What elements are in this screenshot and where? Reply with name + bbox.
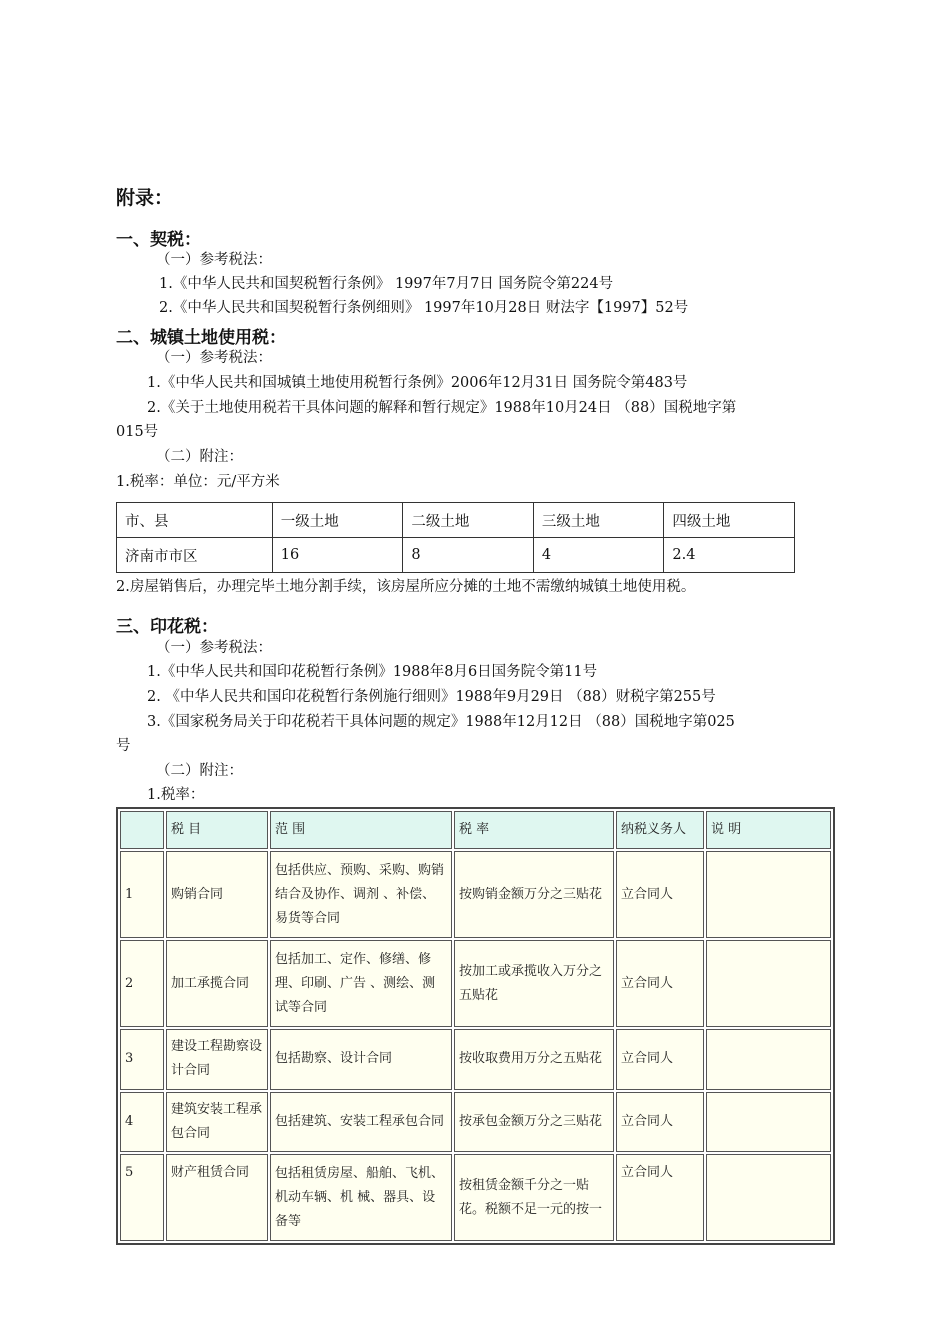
- text-line: （二）附注：: [156, 763, 243, 779]
- table-row: [117, 538, 795, 573]
- section-heading-deed-tax: 一、契税：: [116, 230, 201, 250]
- text-line: （一）参考税法：: [156, 640, 272, 656]
- table-cell: [706, 851, 831, 938]
- table-row: [120, 851, 831, 938]
- table-cell: 范 围: [270, 811, 452, 849]
- table-cell: 包括供应、预购、采购、购销结合及协作、调剂 、补偿、易货等合同: [270, 851, 452, 938]
- text-line: 2.《中华人民共和国契税暂行条例细则》 1997年10月28日 财法字【1997】52号: [159, 300, 689, 316]
- table-cell: 加工承揽合同: [166, 940, 268, 1027]
- text-line: 2.《关于土地使用税若干具体问题的解释和暂行规定》1988年10月24日 （88）国税地字第: [147, 400, 737, 416]
- text-line: 1.《中华人民共和国印花税暂行条例》1988年8月6日国务院令第11号: [147, 664, 598, 680]
- table-cell: [706, 1154, 831, 1241]
- page-title: 附录：: [116, 187, 174, 209]
- text-line: 号: [116, 738, 131, 754]
- table-cell: 济南市市区: [117, 538, 273, 573]
- stamp-tax-table-frame: [116, 807, 835, 1245]
- table-cell: 按收取费用万分之五贴花: [454, 1029, 614, 1090]
- text-line: 1.税率：单位：元/平方米: [116, 474, 280, 490]
- text-line: （一）参考税法：: [156, 252, 272, 268]
- text-line: （二）附注：: [156, 449, 243, 465]
- table-cell: [706, 1029, 831, 1090]
- text-line: 1.《中华人民共和国契税暂行条例》 1997年7月7日 国务院令第224号: [159, 276, 614, 292]
- section-heading-stamp-tax: 三、印花税：: [116, 617, 218, 637]
- table-header-row: [117, 503, 795, 538]
- text-line: （一）参考税法：: [156, 350, 272, 366]
- table-cell: 2: [120, 940, 164, 1027]
- table-cell: 一级土地: [272, 503, 403, 538]
- text-line: 2.房屋销售后，办理完毕土地分割手续，该房屋所应分摊的土地不需缴纳城镇土地使用税。: [116, 579, 696, 595]
- table-cell: 16: [272, 538, 403, 573]
- table-cell: [120, 811, 164, 849]
- table-cell: 税 目: [166, 811, 268, 849]
- table-cell: 立合同人: [616, 1154, 704, 1241]
- table-cell: 建设工程勘察设计合同: [166, 1029, 268, 1090]
- table-row: [120, 1154, 831, 1241]
- table-row: [120, 940, 831, 1027]
- text-line: 2. 《中华人民共和国印花税暂行条例施行细则》1988年9月29日 （88）财税字第255号: [147, 689, 716, 705]
- table-row: [120, 1029, 831, 1090]
- table-cell: 立合同人: [616, 940, 704, 1027]
- table-header-row: [120, 811, 831, 849]
- table-cell: 立合同人: [616, 851, 704, 938]
- table-cell: 2.4: [664, 538, 795, 573]
- table-cell: 纳税义务人: [616, 811, 704, 849]
- table-cell: 包括加工、定作、修缮、修理、印刷、广告 、测绘、测试等合同: [270, 940, 452, 1027]
- table-cell: 4: [533, 538, 664, 573]
- table-cell: 包括租赁房屋、船舶、飞机、机动车辆、机 械、器具、设备等: [270, 1154, 452, 1241]
- text-line: 1.《中华人民共和国城镇土地使用税暂行条例》2006年12月31日 国务院令第483号: [147, 375, 688, 391]
- text-line: 3.《国家税务局关于印花税若干具体问题的规定》1988年12月12日 （88）国税地字第025: [147, 714, 735, 730]
- table-cell: 按购销金额万分之三贴花: [454, 851, 614, 938]
- table-cell: 包括勘察、设计合同: [270, 1029, 452, 1090]
- table-cell: 财产租赁合同: [166, 1154, 268, 1241]
- table-cell: 3: [120, 1029, 164, 1090]
- table-cell: 按加工或承揽收入万分之五贴花: [454, 940, 614, 1027]
- table-cell: 立合同人: [616, 1092, 704, 1153]
- table-cell: 二级土地: [403, 503, 534, 538]
- section-heading-land-use-tax: 二、城镇土地使用税：: [116, 328, 286, 348]
- table-cell: [706, 940, 831, 1027]
- table-cell: 4: [120, 1092, 164, 1153]
- table-cell: 税 率: [454, 811, 614, 849]
- land-tax-rate-table: [116, 502, 795, 573]
- table-cell: 购销合同: [166, 851, 268, 938]
- text-line: 1.税率：: [147, 787, 205, 803]
- stamp-tax-rate-table: [118, 809, 833, 1243]
- table-cell: 包括建筑、安装工程承包合同: [270, 1092, 452, 1153]
- table-cell: 说 明: [706, 811, 831, 849]
- table-cell: 按承包金额万分之三贴花: [454, 1092, 614, 1153]
- table-cell: 市、县: [117, 503, 273, 538]
- table-cell: 按租赁金额千分之一贴花。税额不足一元的按一: [454, 1154, 614, 1241]
- table-cell: 8: [403, 538, 534, 573]
- table-cell: 5: [120, 1154, 164, 1241]
- table-cell: [706, 1092, 831, 1153]
- table-cell: 四级土地: [664, 503, 795, 538]
- table-cell: 立合同人: [616, 1029, 704, 1090]
- text-line: 015号: [116, 424, 159, 440]
- table-cell: 三级土地: [533, 503, 664, 538]
- table-row: [120, 1092, 831, 1153]
- table-cell: 1: [120, 851, 164, 938]
- table-cell: 建筑安装工程承包合同: [166, 1092, 268, 1153]
